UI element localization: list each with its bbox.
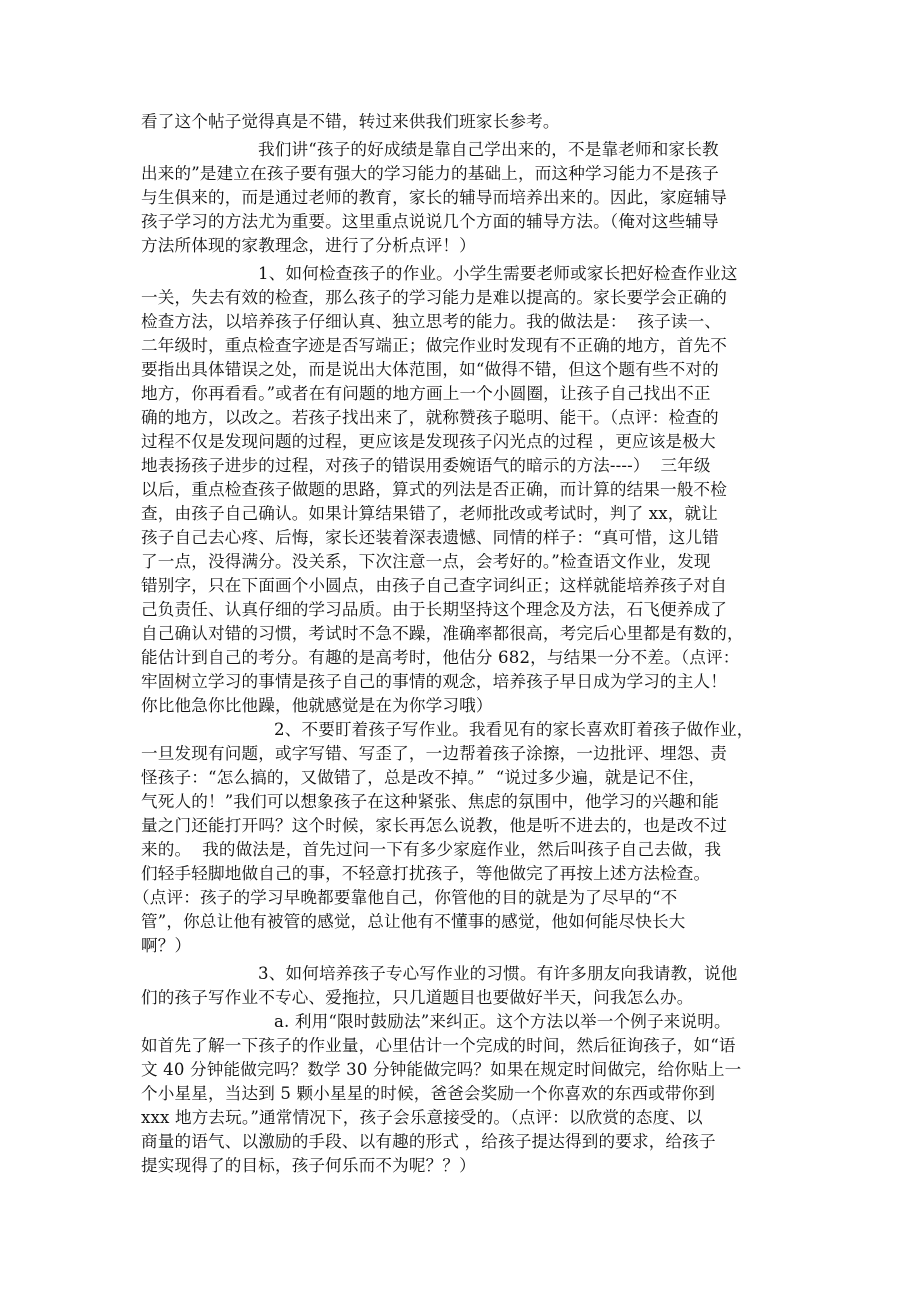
section-3-heading-line: 3、如何培养孩子专心写作业的习惯。有许多朋友向我请教，说他 [258, 964, 738, 983]
paragraph-line: 过程不仅是发现问题的过程，更应该是发现孩子闪光点的过程 ，更应该是极大 [141, 432, 716, 451]
paragraph-line: 管”，你总让他有被管的感觉，总让他有不懂事的感觉，他如何能尽快长大 [141, 912, 686, 931]
paragraph-line: 了一点，没得满分。没关系，下次注意一点，会考好的。”检查语文作业，发现 [141, 552, 711, 571]
paragraph-line: 地表扬孩子进步的过程，对孩子的错误用委婉语气的暗示的方法----） 三年级 [141, 456, 711, 475]
paragraph-line: 检查方法，以培养孩子仔细认真、独立思考的能力。我的做法是： 孩子读一、 [141, 312, 722, 331]
paragraph-line: 能估计到自己的考分。有趣的是高考时，他估分 682，与结果一分不差。（点评： [141, 648, 740, 667]
paragraph-line: 错别字，只在下面画个小圆点，由孩子自己查字词纠正；这样就能培养孩子对自 [141, 576, 728, 595]
paragraph-line: 二年级时，重点检查字迹是否写端正；做完作业时发现有不正确的地方，首先不 [141, 336, 728, 355]
paragraph-line: 气死人的！”我们可以想象孩子在这种紧张、焦虑的氛围中，他学习的兴趣和能 [141, 792, 719, 811]
intro-line: 看了这个帖子觉得真是不错，转过来供我们班家长参考。 [141, 112, 560, 131]
paragraph-line: 自己确认对错的习惯，考试时不急不躁，准确率都很高，考完后心里都是有数的， [141, 624, 744, 643]
paragraph-line: 商量的语气、以激励的手段、以有趣的形式 ，给孩子提达得到的要求，给孩子 [141, 1132, 716, 1151]
paragraph-line: 们的孩子写作业不专心、爱拖拉，只几道题目也要做好半天，问我怎么办。 [141, 988, 694, 1007]
paragraph-line: 牢固树立学习的事情是孩子自己的事情的观念，培养孩子早日成为学习的主人！ [141, 672, 728, 691]
paragraph-line: 地方，你再看看。”或者在有问题的地方画上一个小圆圈，让孩子自己找出不正 [141, 384, 711, 403]
paragraph-line: 以后，重点检查孩子做题的思路，算式的列法是否正确，而计算的结果一般不检 [141, 480, 728, 499]
paragraph-line: 提实现得了的目标，孩子何乐而不为呢？？） [141, 1156, 476, 1175]
paragraph-line: xxx 地方去玩。”通常情况下，孩子会乐意接受的。（点评：以欣赏的态度、以 [141, 1108, 703, 1127]
paragraph-line: 量之门还能打开吗？这个时候，家长再怎么说教，他是听不进去的，也是改不过 [141, 816, 728, 835]
section-2-heading-line: 2、不要盯着孩子写作业。我看见有的家长喜欢盯着孩子做作业， [274, 720, 754, 739]
paragraph-line: 要指出具体错误之处，而是说出大体范围，如“做得不错，但这个题有些不对的 [141, 360, 719, 379]
paragraph-line: （点评：孩子的学习早晚都要靠他自己，你管他的目的就是为了尽早的“不 [133, 888, 678, 907]
paragraph-line: 来的。 我的做法是，首先过问一下有多少家庭作业，然后叫孩子自己去做，我 [141, 840, 722, 859]
paragraph-line: 查，由孩子自己确认。如果计算结果错了，老师批改或考试时，判了 xx，就让 [141, 504, 718, 523]
paragraph-line: 啊？） [141, 936, 192, 955]
paragraph-line: 你比他急你比他躁，他就感觉是在为你学习哦） [141, 696, 493, 715]
section-1-heading-line: 1、如何检查孩子的作业。小学生需要老师或家长把好检查作业这 [258, 264, 738, 283]
paragraph-line: 与生俱来的，而是通过老师的教育，家长的辅导而培养出来的。因此，家庭辅导 [141, 188, 728, 207]
paragraph-line: 孩子自己去心疼、后悔，家长还装着深表遗憾、同情的样子：“真可惜，这儿错 [141, 528, 719, 547]
paragraph-line: 确的地方，以改之。若孩子找出来了，就称赞孩子聪明、能干。（点评：检查的 [141, 408, 719, 427]
paragraph-line: 个小星星，当达到 5 颗小星星的时候，爸爸会奖励一个你喜欢的东西或带你到 [141, 1084, 716, 1103]
subsection-a-line: a. 利用“限时鼓励法”来纠正。这个方法以举一个例子来说明。 [274, 1012, 731, 1031]
paragraph-line: 文 40 分钟能做完吗？数学 30 分钟能做完吗？如果在规定时间做完，给你贴上一 [141, 1060, 742, 1079]
paragraph-line: 一关，失去有效的检查，那么孩子的学习能力是难以提高的。家长要学会正确的 [141, 288, 728, 307]
paragraph-line: 们轻手轻脚地做自己的事，不轻意打扰孩子，等他做完了再按上述方法检查。 [141, 864, 711, 883]
paragraph-line: 出来的”是建立在孩子要有强大的学习能力的基础上，而这种学习能力不是孩子 [141, 164, 719, 183]
paragraph-line: 方法所体现的家教理念，进行了分析点评！） [141, 236, 476, 255]
paragraph-line: 如首先了解一下孩子的作业量，心里估计一个完成的时间，然后征询孩子，如“语 [141, 1036, 736, 1055]
paragraph-1-first-line: 我们讲“孩子的好成绩是靠自己学出来的，不是靠老师和家长教 [258, 140, 719, 159]
paragraph-line: 一旦发现有问题，或字写错、写歪了，一边帮着孩子涂擦，一边批评、埋怨、责 [141, 744, 728, 763]
paragraph-line: 怪孩子：“怎么搞的，又做错了，总是改不掉。” “说过多少遍，就是记不住， [141, 768, 706, 787]
paragraph-line: 己负责任、认真仔细的学习品质。由于长期坚持这个理念及方法，石飞便养成了 [141, 600, 728, 619]
paragraph-line: 孩子学习的方法尤为重要。这里重点说说几个方面的辅导方法。（俺对这些辅导 [141, 212, 719, 231]
